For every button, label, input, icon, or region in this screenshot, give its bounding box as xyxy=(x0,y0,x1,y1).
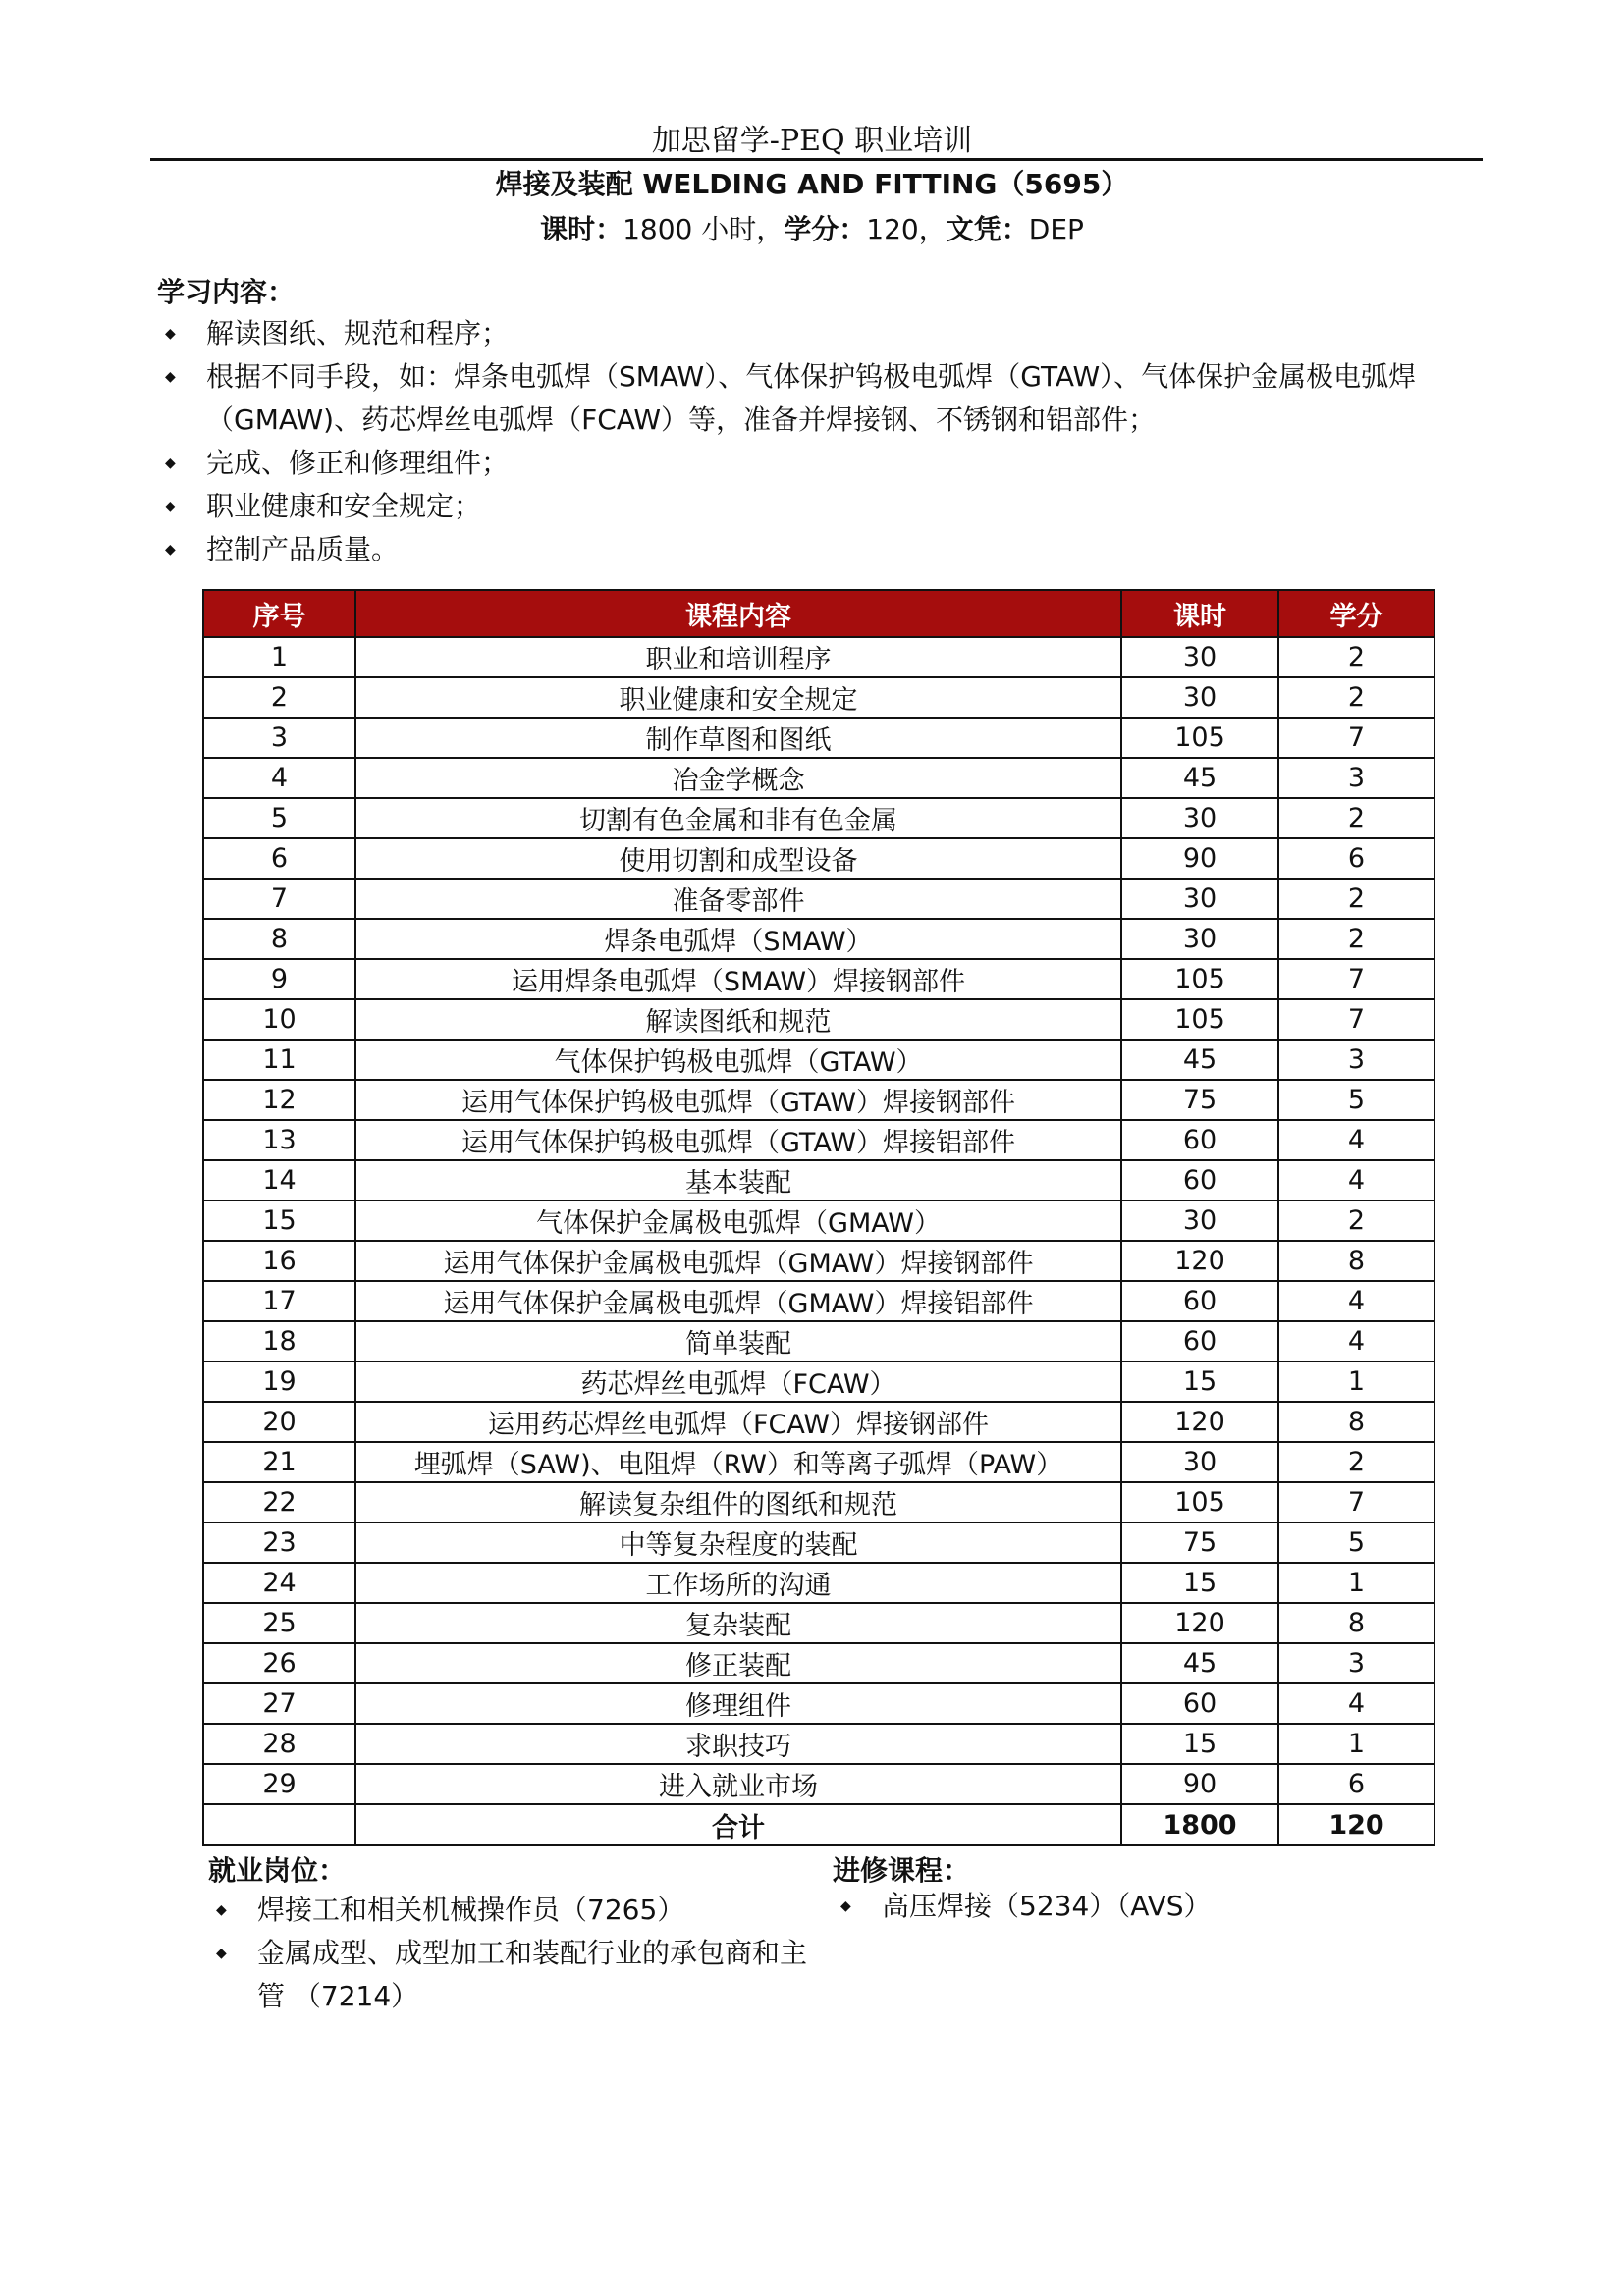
row-hours: 105 xyxy=(1121,959,1278,999)
learning-list xyxy=(157,312,1483,571)
row-hours: 30 xyxy=(1121,879,1278,919)
table-row xyxy=(203,1563,1435,1603)
row-hours: 60 xyxy=(1121,1120,1278,1160)
row-credits: 7 xyxy=(1278,718,1435,758)
table-row xyxy=(203,1402,1435,1442)
table-row xyxy=(203,1120,1435,1160)
row-hours: 60 xyxy=(1121,1160,1278,1201)
table-row xyxy=(203,1362,1435,1402)
list-item: ◆ 完成、修正和修理组件； xyxy=(157,442,1483,485)
course-meta xyxy=(0,208,1624,247)
table-row xyxy=(203,1764,1435,1804)
row-index: 12 xyxy=(203,1080,355,1120)
row-index: 9 xyxy=(203,959,355,999)
list-item: ◆ 根据不同手段，如：焊条电弧焊（SMAW）、气体保护钨极电弧焊（GTAW）、气体保护金属极电弧焊（GMAW)、药芯焊丝电弧焊（FCAW）等，准备并焊接钢、不锈钢和铝部件； xyxy=(157,355,1483,442)
table-body xyxy=(203,637,1435,1845)
table-row xyxy=(203,1442,1435,1482)
table-row xyxy=(203,1160,1435,1201)
row-hours: 120 xyxy=(1121,1241,1278,1281)
row-credits: 2 xyxy=(1278,677,1435,718)
row-index: 8 xyxy=(203,919,355,959)
row-credits: 3 xyxy=(1278,1643,1435,1683)
row-index: 3 xyxy=(203,718,355,758)
list-item: ◆ 高压焊接（5234）（AVS） xyxy=(833,1885,1422,1928)
row-index: 14 xyxy=(203,1160,355,1201)
table-row xyxy=(203,677,1435,718)
row-hours: 60 xyxy=(1121,1321,1278,1362)
table-row xyxy=(203,1080,1435,1120)
table-row xyxy=(203,1482,1435,1522)
diploma-value: DEP xyxy=(1028,213,1084,245)
table-row xyxy=(203,1643,1435,1683)
row-hours: 105 xyxy=(1121,999,1278,1040)
diamond-bullet-icon: ◆ xyxy=(165,326,176,342)
table-row xyxy=(203,879,1435,919)
advanced-heading: 进修课程： xyxy=(833,1854,971,1887)
row-hours: 15 xyxy=(1121,1724,1278,1764)
table-row xyxy=(203,1683,1435,1724)
column-header-index: 序号 xyxy=(203,590,355,637)
table-row xyxy=(203,1241,1435,1281)
row-content: 使用切割和成型设备 xyxy=(355,838,1121,879)
diamond-bullet-icon: ◆ xyxy=(165,369,176,385)
total-hours: 1800 xyxy=(1121,1804,1278,1845)
row-content: 制作草图和图纸 xyxy=(355,718,1121,758)
row-index: 20 xyxy=(203,1402,355,1442)
diploma-label: 文凭： xyxy=(946,213,1029,245)
row-content: 冶金学概念 xyxy=(355,758,1121,798)
row-content: 简单装配 xyxy=(355,1321,1121,1362)
table-row xyxy=(203,999,1435,1040)
row-index: 5 xyxy=(203,798,355,838)
row-credits: 1 xyxy=(1278,1724,1435,1764)
row-content: 运用焊条电弧焊（SMAW）焊接钢部件 xyxy=(355,959,1121,999)
row-credits: 8 xyxy=(1278,1241,1435,1281)
row-content: 运用药芯焊丝电弧焊（FCAW）焊接钢部件 xyxy=(355,1402,1121,1442)
diamond-bullet-icon: ◆ xyxy=(216,1946,227,1961)
row-credits: 5 xyxy=(1278,1522,1435,1563)
row-content: 中等复杂程度的装配 xyxy=(355,1522,1121,1563)
row-credits: 7 xyxy=(1278,1482,1435,1522)
row-hours: 120 xyxy=(1121,1402,1278,1442)
row-hours: 30 xyxy=(1121,1201,1278,1241)
diamond-bullet-icon: ◆ xyxy=(165,542,176,558)
table-row xyxy=(203,919,1435,959)
row-content: 修理组件 xyxy=(355,1683,1121,1724)
row-credits: 5 xyxy=(1278,1080,1435,1120)
row-credits: 3 xyxy=(1278,1040,1435,1080)
list-item: ◆ 解读图纸、规范和程序； xyxy=(157,312,1483,355)
row-index: 4 xyxy=(203,758,355,798)
row-hours: 45 xyxy=(1121,1643,1278,1683)
row-content: 工作场所的沟通 xyxy=(355,1563,1121,1603)
row-credits: 4 xyxy=(1278,1683,1435,1724)
row-hours: 30 xyxy=(1121,798,1278,838)
table-row xyxy=(203,1201,1435,1241)
table-row xyxy=(203,1040,1435,1080)
row-credits: 4 xyxy=(1278,1281,1435,1321)
row-hours: 60 xyxy=(1121,1683,1278,1724)
row-index: 13 xyxy=(203,1120,355,1160)
table-row xyxy=(203,1281,1435,1321)
row-credits: 6 xyxy=(1278,1764,1435,1804)
row-index: 19 xyxy=(203,1362,355,1402)
row-index: 16 xyxy=(203,1241,355,1281)
row-credits: 8 xyxy=(1278,1603,1435,1643)
row-index: 29 xyxy=(203,1764,355,1804)
column-header-credits: 学分 xyxy=(1278,590,1435,637)
row-hours: 30 xyxy=(1121,637,1278,677)
row-hours: 45 xyxy=(1121,758,1278,798)
row-content: 修正装配 xyxy=(355,1643,1121,1683)
row-content: 气体保护钨极电弧焊（GTAW） xyxy=(355,1040,1121,1080)
row-content: 药芯焊丝电弧焊（FCAW） xyxy=(355,1362,1121,1402)
row-content: 运用气体保护钨极电弧焊（GTAW）焊接铝部件 xyxy=(355,1120,1121,1160)
table-row xyxy=(203,758,1435,798)
row-index: 23 xyxy=(203,1522,355,1563)
hours-label: 课时： xyxy=(540,213,623,245)
row-hours: 120 xyxy=(1121,1603,1278,1643)
row-index: 27 xyxy=(203,1683,355,1724)
row-index: 21 xyxy=(203,1442,355,1482)
row-credits: 2 xyxy=(1278,919,1435,959)
row-content: 焊条电弧焊（SMAW） xyxy=(355,919,1121,959)
row-content: 复杂装配 xyxy=(355,1603,1121,1643)
row-index: 15 xyxy=(203,1201,355,1241)
row-hours: 90 xyxy=(1121,1764,1278,1804)
table-row xyxy=(203,798,1435,838)
row-credits: 2 xyxy=(1278,1201,1435,1241)
table-row xyxy=(203,637,1435,677)
row-credits: 2 xyxy=(1278,1442,1435,1482)
row-content: 求职技巧 xyxy=(355,1724,1121,1764)
table-row xyxy=(203,1522,1435,1563)
row-index: 17 xyxy=(203,1281,355,1321)
list-item: ◆ 焊接工和相关机械操作员（7265） xyxy=(208,1889,827,1932)
row-content: 气体保护金属极电弧焊（GMAW） xyxy=(355,1201,1121,1241)
row-index: 7 xyxy=(203,879,355,919)
row-index: 11 xyxy=(203,1040,355,1080)
total-index-cell xyxy=(203,1804,355,1845)
list-item: ◆ 职业健康和安全规定； xyxy=(157,485,1483,528)
row-hours: 105 xyxy=(1121,718,1278,758)
total-label: 合计 xyxy=(355,1804,1121,1845)
list-item: ◆ 金属成型、成型加工和装配行业的承包商和主管 （7214） xyxy=(208,1932,827,2018)
row-hours: 30 xyxy=(1121,677,1278,718)
row-hours: 15 xyxy=(1121,1563,1278,1603)
row-content: 运用气体保护钨极电弧焊（GTAW）焊接钢部件 xyxy=(355,1080,1121,1120)
list-item: ◆ 控制产品质量。 xyxy=(157,528,1483,571)
row-content: 运用气体保护金属极电弧焊（GMAW）焊接铝部件 xyxy=(355,1281,1121,1321)
row-credits: 6 xyxy=(1278,838,1435,879)
row-credits: 7 xyxy=(1278,999,1435,1040)
row-content: 职业健康和安全规定 xyxy=(355,677,1121,718)
row-content: 职业和培训程序 xyxy=(355,637,1121,677)
row-credits: 1 xyxy=(1278,1563,1435,1603)
row-hours: 15 xyxy=(1121,1362,1278,1402)
total-credits: 120 xyxy=(1278,1804,1435,1845)
column-header-content: 课程内容 xyxy=(355,590,1121,637)
table-total-row xyxy=(203,1804,1435,1845)
row-content: 基本装配 xyxy=(355,1160,1121,1201)
hours-value: 1800 小时， xyxy=(623,213,785,245)
table-row xyxy=(203,718,1435,758)
row-content: 进入就业市场 xyxy=(355,1764,1121,1804)
row-index: 22 xyxy=(203,1482,355,1522)
row-index: 2 xyxy=(203,677,355,718)
row-hours: 30 xyxy=(1121,919,1278,959)
row-index: 1 xyxy=(203,637,355,677)
diamond-bullet-icon: ◆ xyxy=(840,1898,851,1914)
diamond-bullet-icon: ◆ xyxy=(165,499,176,514)
advanced-list xyxy=(833,1885,1422,1928)
row-credits: 3 xyxy=(1278,758,1435,798)
row-credits: 8 xyxy=(1278,1402,1435,1442)
row-hours: 105 xyxy=(1121,1482,1278,1522)
course-title: 焊接及装配 WELDING AND FITTING（5695） xyxy=(495,168,1129,200)
row-credits: 4 xyxy=(1278,1120,1435,1160)
column-header-hours: 课时 xyxy=(1121,590,1278,637)
row-content: 准备零部件 xyxy=(355,879,1121,919)
row-hours: 45 xyxy=(1121,1040,1278,1080)
row-credits: 1 xyxy=(1278,1362,1435,1402)
row-index: 10 xyxy=(203,999,355,1040)
row-hours: 30 xyxy=(1121,1442,1278,1482)
diamond-bullet-icon: ◆ xyxy=(216,1902,227,1918)
employment-heading: 就业岗位： xyxy=(208,1854,347,1887)
row-content: 解读图纸和规范 xyxy=(355,999,1121,1040)
table-row xyxy=(203,838,1435,879)
row-credits: 2 xyxy=(1278,798,1435,838)
table-header-row xyxy=(203,590,1435,637)
row-index: 24 xyxy=(203,1563,355,1603)
row-credits: 4 xyxy=(1278,1321,1435,1362)
row-content: 解读复杂组件的图纸和规范 xyxy=(355,1482,1121,1522)
row-index: 6 xyxy=(203,838,355,879)
header-title: 加思留学-PEQ 职业培训 xyxy=(651,124,973,158)
row-index: 28 xyxy=(203,1724,355,1764)
table-row xyxy=(203,959,1435,999)
table-row xyxy=(203,1321,1435,1362)
row-credits: 2 xyxy=(1278,879,1435,919)
row-hours: 75 xyxy=(1121,1080,1278,1120)
row-hours: 90 xyxy=(1121,838,1278,879)
row-hours: 60 xyxy=(1121,1281,1278,1321)
row-hours: 75 xyxy=(1121,1522,1278,1563)
credits-label: 学分： xyxy=(784,213,867,245)
row-credits: 7 xyxy=(1278,959,1435,999)
employment-list xyxy=(208,1889,827,2018)
row-content: 运用气体保护金属极电弧焊（GMAW）焊接钢部件 xyxy=(355,1241,1121,1281)
header-divider xyxy=(150,158,1483,161)
row-credits: 4 xyxy=(1278,1160,1435,1201)
diamond-bullet-icon: ◆ xyxy=(165,455,176,471)
row-content: 埋弧焊（SAW)、电阻焊（RW）和等离子弧焊（PAW） xyxy=(355,1442,1121,1482)
learning-heading: 学习内容： xyxy=(157,276,296,308)
credits-value: 120， xyxy=(866,213,947,245)
table-row xyxy=(203,1603,1435,1643)
row-index: 18 xyxy=(203,1321,355,1362)
row-credits: 2 xyxy=(1278,637,1435,677)
row-index: 26 xyxy=(203,1643,355,1683)
row-content: 切割有色金属和非有色金属 xyxy=(355,798,1121,838)
table-row xyxy=(203,1724,1435,1764)
row-index: 25 xyxy=(203,1603,355,1643)
course-table xyxy=(202,589,1435,1846)
